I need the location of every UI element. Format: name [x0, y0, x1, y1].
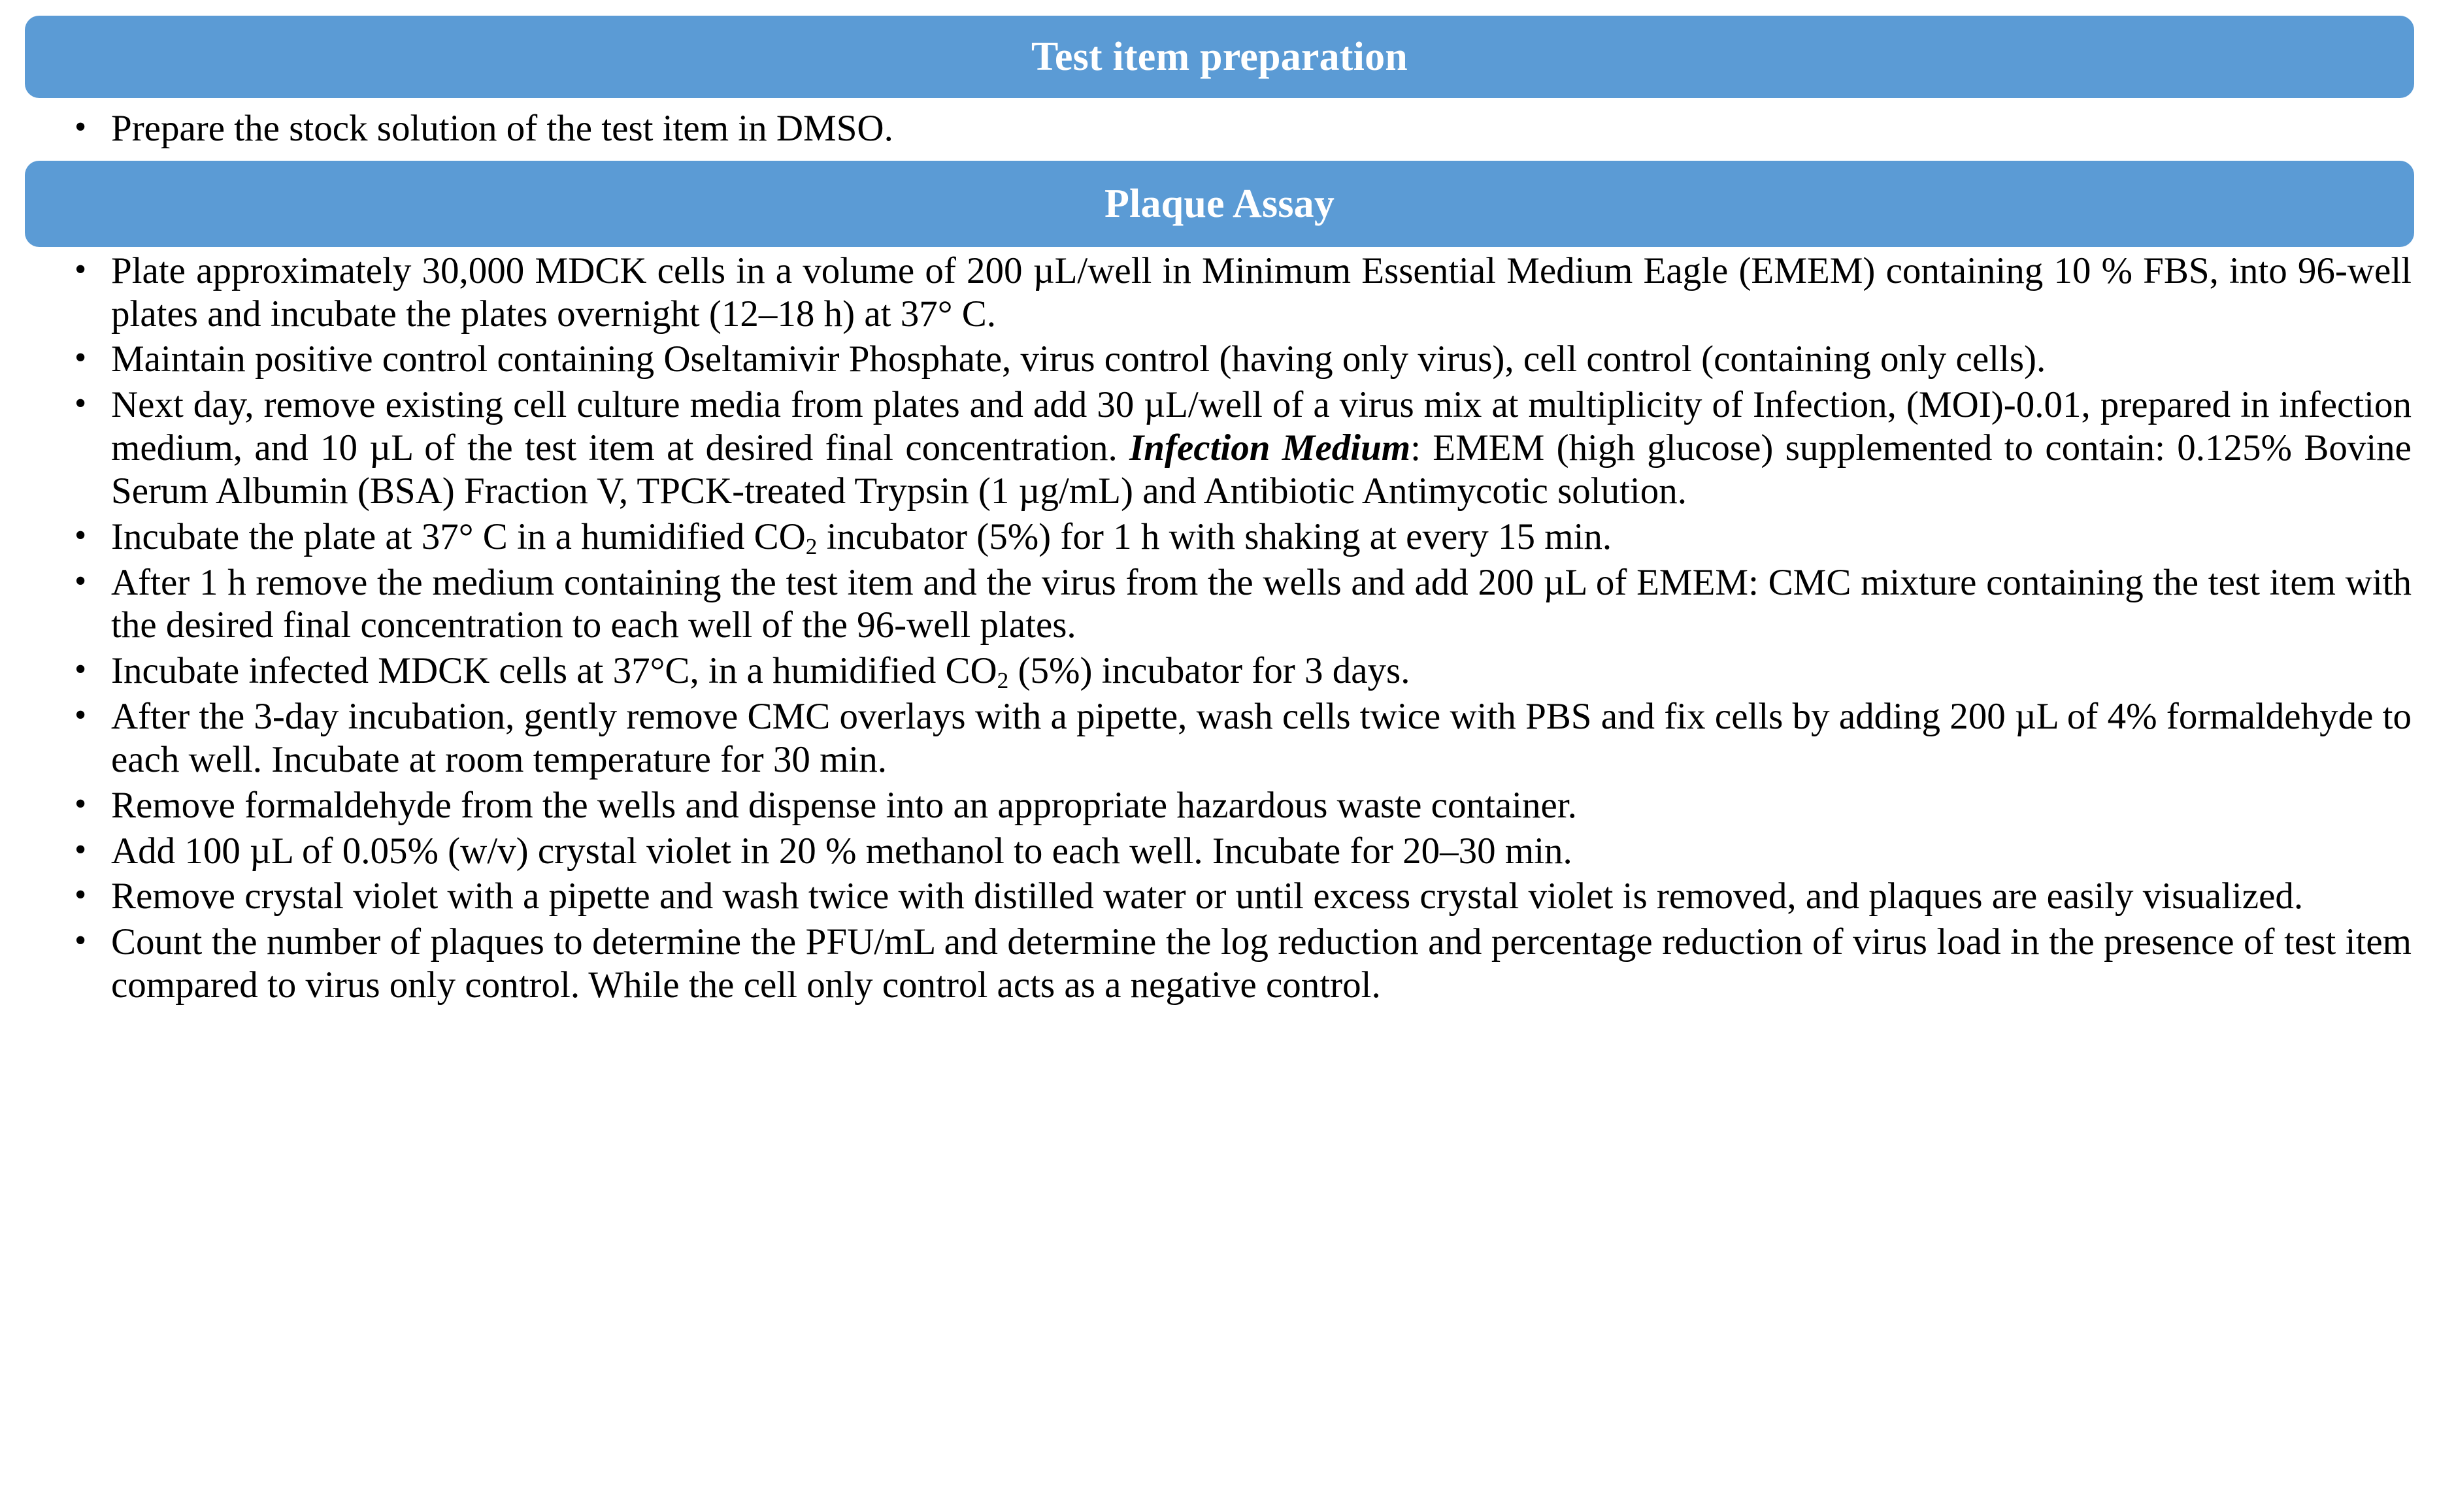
- bullet-list-test-item-preparation: [0, 107, 2439, 150]
- list-item: [71, 784, 2412, 827]
- subscript-two: 2: [805, 533, 818, 559]
- list-item: [71, 649, 2412, 693]
- list-item: [71, 516, 2412, 559]
- bullet-text: • Count the number of plaques to determine the PFU/mL and determine the log reduction and percentage reduction of virus load in the presence of test item compared to virus only control. While the cell only control acts as a negative control.: [111, 921, 2412, 1006]
- bullet-text: • Remove formaldehyde from the wells and dispense into an appropriate hazardous waste container.: [111, 784, 1577, 826]
- section-body-test-item-preparation: [0, 107, 2439, 150]
- list-item: [71, 384, 2412, 512]
- bullet-list-plaque-assay: [0, 250, 2439, 1007]
- bullet-text-segment: : EMEM (high glucose) supplemented to contain: 0.125% Bovine Serum Albumin (BSA) Fraction V, TPCK-treated Trypsin (1 µg/mL) and Antibiotic Antimycotic solution.: [111, 427, 2412, 512]
- bullet-text-emphasis: Infection Medium: [1129, 427, 1411, 469]
- list-item: [71, 695, 2412, 781]
- list-item: [71, 107, 2412, 150]
- bullet-text-rich: [111, 516, 2412, 559]
- bullet-text-rich: [111, 384, 2412, 512]
- list-item: [71, 250, 2412, 336]
- bullet-text-rich: [111, 649, 2412, 693]
- list-item: [71, 830, 2412, 873]
- list-item: [71, 561, 2412, 648]
- bullet-text: • Add 100 µL of 0.05% (w/v) crystal violet in 20 % methanol to each well. Incubate for 20–30 min.: [111, 830, 1572, 872]
- bullet-text: • Maintain positive control containing Oseltamivir Phosphate, virus control (having only virus), cell control (containing only cells).: [111, 338, 2046, 380]
- list-item: [71, 921, 2412, 1007]
- bullet-text-segment: incubator (5%) for 1 h with shaking at every 15 min.: [817, 516, 1612, 557]
- bullet-text: • Plate approximately 30,000 MDCK cells in a volume of 200 µL/well in Minimum Essential Medium Eagle (EMEM) containing 10 % FBS, into 96-well plates and incubate the plates overnight (12–18 h) at 37° C.: [111, 250, 2412, 335]
- bullet-text-segment: (5%) incubator for 3 days.: [1008, 650, 1410, 692]
- section-header-plaque-assay: [25, 161, 2414, 247]
- section-body-plaque-assay: [0, 250, 2439, 1007]
- bullet-text: • Prepare the stock solution of the test item in DMSO.: [111, 108, 893, 149]
- bullet-text: • After 1 h remove the medium containing the test item and the virus from the wells and add 200 µL of EMEM: CMC mixture containing the test item with the desired final concentration to each well of the 96-well plates.: [111, 561, 2412, 646]
- section-header-label: Plaque Assay: [1104, 181, 1335, 226]
- bullet-text-segment: Incubate infected MDCK cells at 37°C, in a humidified CO: [111, 650, 997, 692]
- document-page: [0, 16, 2439, 1512]
- bullet-text: • Remove crystal violet with a pipette and wash twice with distilled water or until excess crystal violet is removed, and plaques are easily visualized.: [111, 876, 2304, 917]
- subscript-two: 2: [997, 668, 1009, 694]
- section-header-label: Test item preparation: [1031, 35, 1408, 79]
- bullet-text-segment: Incubate the plate at 37° C in a humidified CO: [111, 516, 806, 557]
- section-header-test-item-preparation: [25, 16, 2414, 98]
- bullet-text-segment: Next day, remove existing cell culture media from plates and add 30 µL/well of a virus mix at multiplicity of Infection, (MOI)-0.01, prepared in infection medium, and 10 µL of the test item at desired final concentration.: [111, 384, 2412, 469]
- list-item: [71, 875, 2412, 918]
- bullet-text: • After the 3-day incubation, gently remove CMC overlays with a pipette, wash cells twice with PBS and fix cells by adding 200 µL of 4% formaldehyde to each well. Incubate at room temperature for 30 min.: [111, 696, 2412, 780]
- list-item: [71, 338, 2412, 381]
